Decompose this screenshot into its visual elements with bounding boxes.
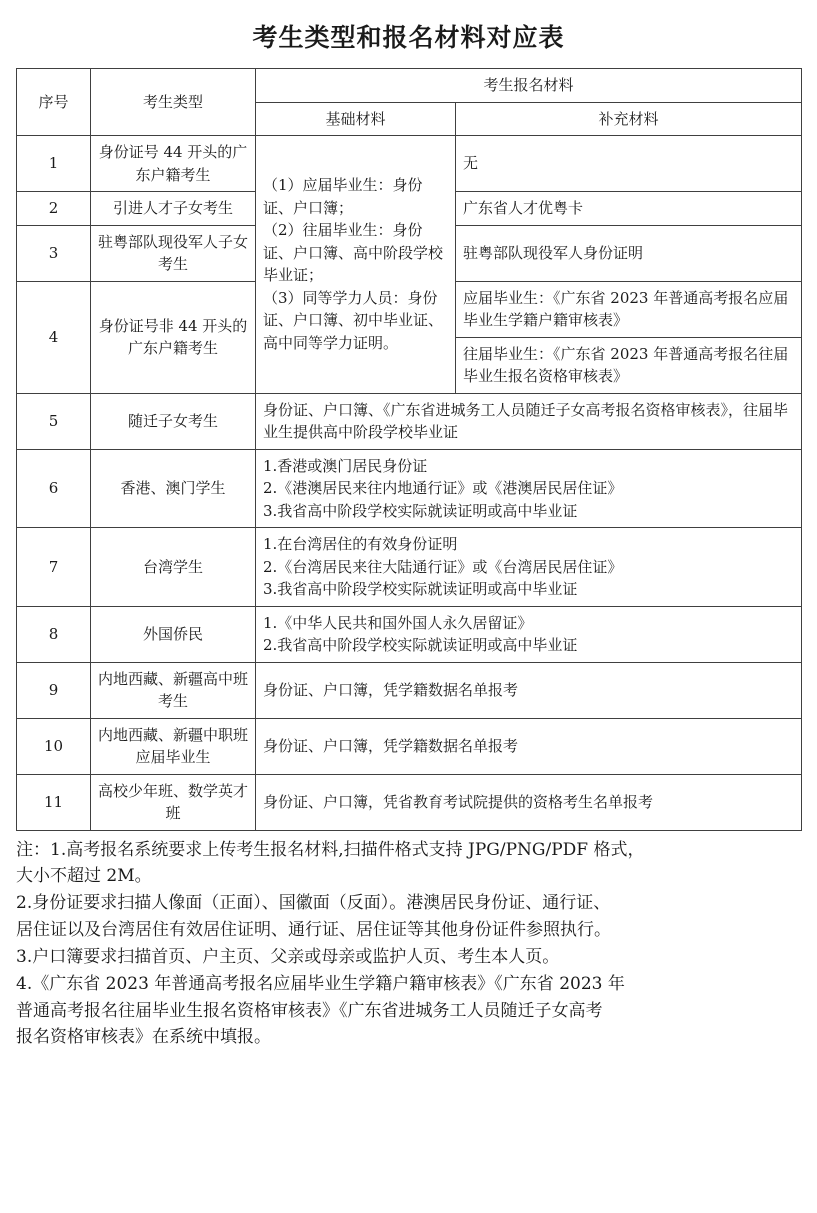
row-supplement-previous: 往届毕业生：《广东省 2023 年普通高考报名往届毕业生报名资格审核表》 xyxy=(456,337,802,393)
row-type: 身份证号 44 开头的广东户籍考生 xyxy=(91,136,256,192)
material-line: 2.我省高中阶段学校实际就读证明或高中毕业证 xyxy=(263,636,578,654)
material-line: 3.我省高中阶段学校实际就读证明或高中毕业证 xyxy=(263,580,578,598)
row-materials: 身份证、户口簿、《广东省进城务工人员随迁子女高考报名资格审核表》，往届毕业生提供高中阶段学校毕业证 xyxy=(256,393,802,449)
basic-line-2: （2）往届毕业生：身份证、户口簿、高中阶段学校毕业证； xyxy=(263,221,444,285)
note-4-line-3: 报名资格审核表》在系统中填报。 xyxy=(16,1026,271,1047)
header-candidate-type: 考生类型 xyxy=(91,69,256,136)
row-seq: 9 xyxy=(17,662,91,718)
material-line: 1.《中华人民共和国外国人永久居留证》 xyxy=(263,613,533,632)
table-row xyxy=(17,774,802,830)
note-1-line-2: 大小不超过 2M。 xyxy=(16,865,152,886)
row-seq: 5 xyxy=(17,393,91,449)
row-type: 外国侨民 xyxy=(91,606,256,662)
row-seq: 4 xyxy=(17,281,91,393)
table-row xyxy=(17,528,802,607)
header-materials: 考生报名材料 xyxy=(256,69,802,103)
table-row xyxy=(17,449,802,528)
row-type: 随迁子女考生 xyxy=(91,393,256,449)
row-type: 内地西藏、新疆高中班考生 xyxy=(91,662,256,718)
row-seq: 11 xyxy=(17,774,91,830)
page-title: 考生类型和报名材料对应表 xyxy=(252,23,565,52)
row-materials: 身份证、户口簿，凭省教育考试院提供的资格考生名单报考 xyxy=(256,774,802,830)
note-2 xyxy=(16,890,801,943)
row-seq: 6 xyxy=(17,449,91,528)
note-4-line-2: 普通高考报名往届毕业生报名资格审核表》《广东省进城务工人员随迁子女高考 xyxy=(16,1000,603,1021)
row-seq: 2 xyxy=(17,192,91,226)
row-materials xyxy=(256,606,802,662)
material-line: 1.香港或澳门居民身份证 xyxy=(263,456,428,475)
header-seq: 序号 xyxy=(17,69,91,136)
table-row xyxy=(17,136,802,192)
material-line: 2.《台湾居民来往大陆通行证》或《台湾居民居住证》 xyxy=(263,557,623,576)
material-line: 3.我省高中阶段学校实际就读证明或高中毕业证 xyxy=(263,501,578,520)
note-4 xyxy=(16,971,801,1050)
basic-line-3: （3）同等学力人员：身份证、户口簿、初中毕业证、高中同等学力证明。 xyxy=(263,288,444,352)
row-materials xyxy=(256,449,802,528)
row-materials xyxy=(256,528,802,607)
row-seq: 7 xyxy=(17,528,91,607)
row-materials: 身份证、户口簿，凭学籍数据名单报考 xyxy=(256,718,802,774)
note-4-line-1: 4.《广东省 2023 年普通高考报名应届毕业生学籍户籍审核表》《广东省 2023 年 xyxy=(16,974,625,995)
note-1 xyxy=(16,837,801,890)
row-seq: 1 xyxy=(17,136,91,192)
table-row xyxy=(17,606,802,662)
row-seq: 8 xyxy=(17,606,91,662)
row-type: 香港、澳门学生 xyxy=(91,449,256,528)
row-seq: 10 xyxy=(17,718,91,774)
row-type: 内地西藏、新疆中职班应届毕业生 xyxy=(91,718,256,774)
row-type: 驻粤部队现役军人子女考生 xyxy=(91,225,256,281)
note-1-line-1: 注：1.高考报名系统要求上传考生报名材料,扫描件格式支持 JPG/PNG/PDF 格式， xyxy=(16,839,645,860)
material-line: 2.《港澳居民来往内地通行证》或《港澳居民居住证》 xyxy=(263,479,623,497)
candidate-materials-table xyxy=(16,68,802,831)
note-3 xyxy=(16,944,801,970)
basic-materials-cell xyxy=(256,136,456,394)
row-supplement: 广东省人才优粤卡 xyxy=(456,192,802,226)
table-row xyxy=(17,393,802,449)
row-type: 引进人才子女考生 xyxy=(91,192,256,226)
table-header-row xyxy=(17,69,802,103)
row-seq: 3 xyxy=(17,225,91,281)
header-supplement-materials: 补充材料 xyxy=(456,102,802,136)
row-materials: 身份证、户口簿，凭学籍数据名单报考 xyxy=(256,662,802,718)
row-supplement: 驻粤部队现役军人身份证明 xyxy=(456,225,802,281)
basic-line-1: （1）应届毕业生：身份证、户口簿； xyxy=(263,176,423,217)
note-2-line-2: 居住证以及台湾居住有效居住证明、通行证、居住证等其他身份证件参照执行。 xyxy=(16,919,611,940)
note-3-line-1: 3.户口簿要求扫描首页、户主页、父亲或母亲或监护人页、考生本人页。 xyxy=(16,946,560,967)
row-supplement: 无 xyxy=(456,136,802,192)
table-row xyxy=(17,662,802,718)
row-type: 台湾学生 xyxy=(91,528,256,607)
notes-section xyxy=(16,837,801,1051)
note-2-line-1: 2.身份证要求扫描人像面（正面）、国徽面（反面）。港澳居民身份证、通行证、 xyxy=(16,893,611,914)
row-type: 身份证号非 44 开头的广东户籍考生 xyxy=(91,281,256,393)
material-line: 1.在台湾居住的有效身份证明 xyxy=(263,535,458,553)
row-type: 高校少年班、数学英才班 xyxy=(91,774,256,830)
row-supplement-fresh: 应届毕业生：《广东省 2023 年普通高考报名应届毕业生学籍户籍审核表》 xyxy=(456,281,802,337)
table-row xyxy=(17,718,802,774)
header-basic-materials: 基础材料 xyxy=(256,102,456,136)
